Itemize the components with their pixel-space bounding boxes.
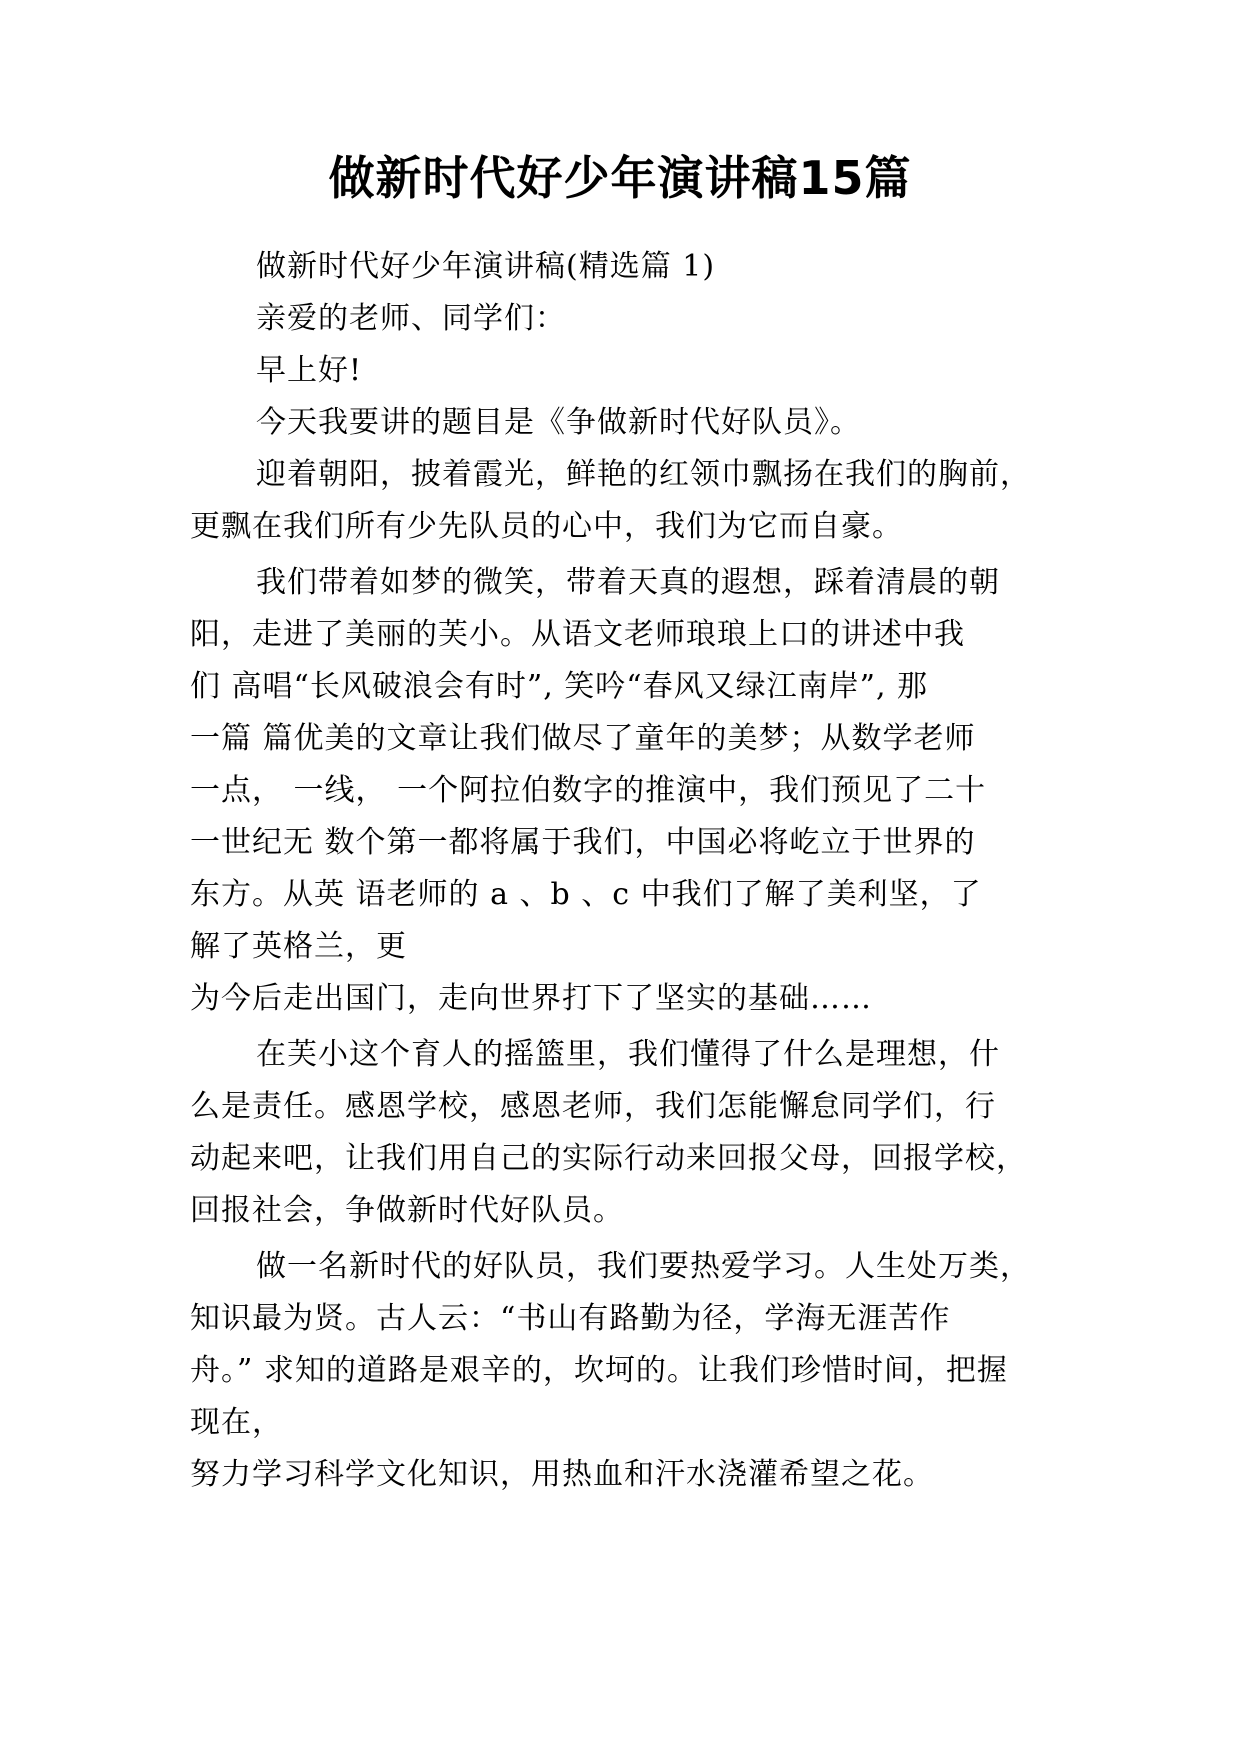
text-line: 么是责任。感恩学校，感恩老师，我们怎能懈怠同学们，行 bbox=[190, 1089, 996, 1124]
text-line: 舟。” 求知的道路是艰辛的，坎坷的。让我们珍惜时间，把握 bbox=[190, 1353, 1008, 1388]
text-line: 更飘在我们所有少先队员的心中，我们为它而自豪。 bbox=[190, 509, 903, 544]
text-line: 东方。从英 语老师的 a 、b 、c 中我们了解了美利坚，了 bbox=[190, 877, 982, 912]
text-line: 努力学习科学文化知识，用热血和汗水浇灌希望之花。 bbox=[190, 1457, 934, 1492]
text-line: 一点， 一线， 一个阿拉伯数字的推演中，我们预见了二十 bbox=[190, 773, 987, 808]
text-line: 动起来吧，让我们用自己的实际行动来回报父母，回报学校， bbox=[190, 1141, 1027, 1176]
text-line: 今天我要讲的题目是《争做新时代好队员》。 bbox=[256, 405, 861, 440]
text-line: 回报社会，争做新时代好队员。 bbox=[190, 1193, 624, 1228]
text-line: 一篇 篇优美的文章让我们做尽了童年的美梦；从数学老师 bbox=[190, 721, 976, 756]
text-line: 为今后走出国门，走向世界打下了坚实的基础…… bbox=[190, 981, 872, 1016]
text-line: 一世纪无 数个第一都将属于我们，中国必将屹立于世界的 bbox=[190, 825, 976, 860]
text-line: 做一名新时代的好队员，我们要热爱学习。人生处万类， bbox=[256, 1249, 1031, 1284]
document-title: 做新时代好少年演讲稿15篇 bbox=[328, 151, 912, 205]
text-line: 早上好! bbox=[256, 353, 363, 388]
text-line: 做新时代好少年演讲稿(精选篇 1) bbox=[256, 249, 716, 284]
text-line: 解了英格兰，更 bbox=[190, 929, 407, 964]
text-line: 我们带着如梦的微笑，带着天真的遐想，踩着清晨的朝 bbox=[256, 565, 1000, 600]
text-line: 知识最为贤。古人云：“书山有路勤为径，学海无涯苦作 bbox=[190, 1301, 951, 1336]
text-line: 们 高唱“长风破浪会有时”, 笑吟“春风又绿江南岸”, 那 bbox=[190, 669, 929, 704]
text-line: 阳，走进了美丽的芙小。从语文老师琅琅上口的讲述中我 bbox=[190, 617, 965, 652]
text-line: 在芙小这个育人的摇篮里，我们懂得了什么是理想，什 bbox=[256, 1037, 1000, 1072]
text-line: 迎着朝阳，披着霞光，鲜艳的红领巾飘扬在我们的胸前， bbox=[256, 457, 1031, 492]
text-line: 现在， bbox=[190, 1405, 283, 1440]
text-line: 亲爱的老师、同学们： bbox=[256, 301, 566, 336]
